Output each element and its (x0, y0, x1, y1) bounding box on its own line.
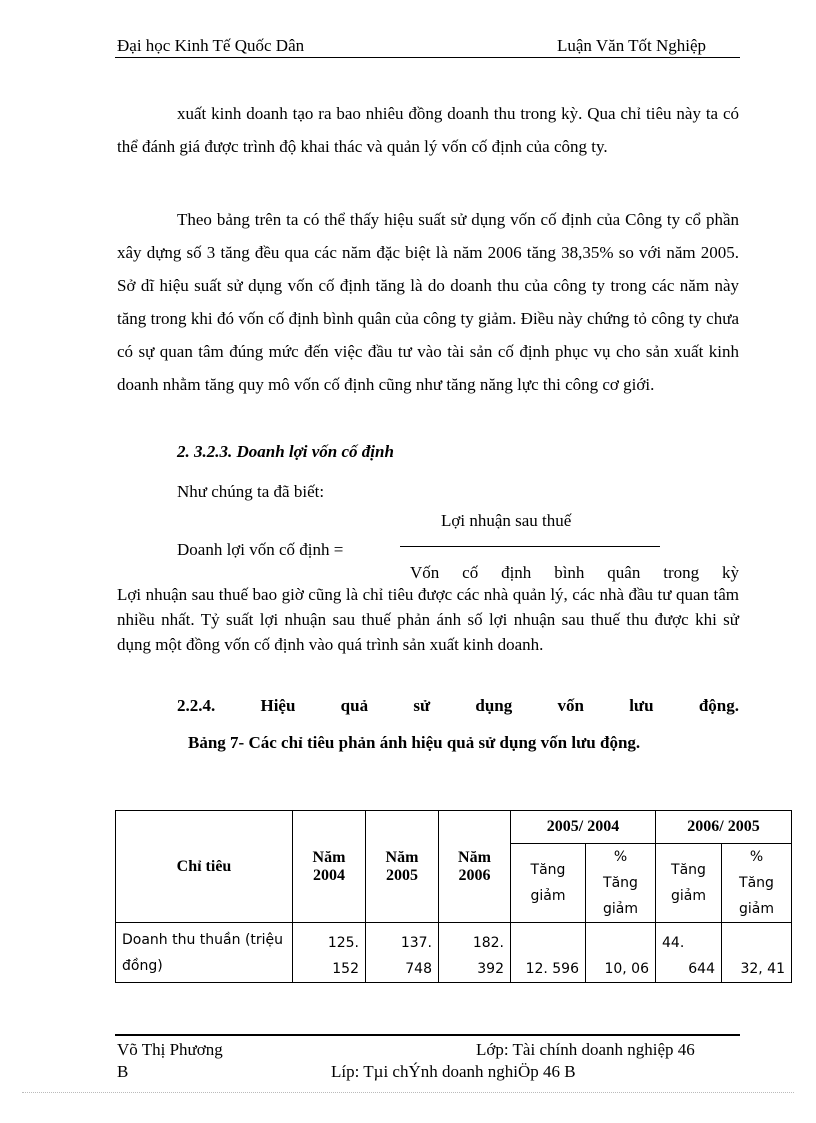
header-university: Đại học Kinh Tế Quốc Dân (117, 36, 305, 55)
section-heading (177, 696, 739, 716)
section-heading-word: vốn (557, 696, 584, 715)
page-bottom-dotted-line (22, 1092, 794, 1093)
intro-line: Như chúng ta đã biết: (177, 482, 325, 501)
efficiency-table (115, 810, 792, 983)
header-2006-vs-2005: 2006/ 2005 (656, 811, 792, 844)
cell-pct-05-04: 10, 06 (586, 923, 656, 983)
footer-class-garbled: Líp: Tµi chÝnh doanh nghiÖp 46 B (331, 1062, 576, 1081)
section-heading-word: quả (340, 696, 369, 715)
denominator-word: kỳ (721, 563, 739, 582)
cell-2005: 137. 748 (366, 923, 439, 983)
formula-label: Doanh lợi vốn cố định = (177, 540, 344, 559)
cell-pct-06-05: 32, 41 (722, 923, 792, 983)
row-label: Doanh thu thuần (triệu đồng) (116, 923, 293, 983)
denominator-word: Vốn (410, 563, 440, 582)
denominator-word: quân (607, 563, 641, 582)
header-2005-vs-2004: 2005/ 2004 (511, 811, 656, 844)
formula-numerator: Lợi nhuận sau thuế (441, 511, 572, 530)
formula-fraction-rule (400, 546, 660, 547)
header-thesis-title: Luận Văn Tốt Nghiệp (557, 36, 707, 55)
paragraph-2: Theo bảng trên ta có thể thấy hiệu suất sử dụng vốn cố định của Công ty cổ phần xây dựng số 3 tăng đều qua các năm đặc biệt là năm 2006 tăng 38,35% so với năm 2005. Sở dĩ hiệu suất sử dụng vốn cố định tăng là do doanh thu của công ty trong các năm này tăng trong khi đó vốn cố định bình quân của công ty giảm. Điều này chứng tỏ công ty chưa có sự quan tâm đúng mức đến việc đầu tư vào tài sản cố định phục vụ cho sản xuất kinh doanh nhằm tăng quy mô vốn cố định cũng như tăng năng lực thi công cơ giới. (117, 210, 739, 394)
section-heading-word: 2.2.4. (177, 696, 216, 715)
table-row (116, 923, 792, 983)
header-year-2005: Năm 2005 (366, 811, 439, 923)
header-rule (115, 57, 740, 58)
subsection-heading: 2. 3.2.3. Doanh lợi vốn cố định (177, 442, 394, 461)
denominator-word: bình (554, 563, 585, 582)
denominator-word: cố (462, 563, 479, 582)
footer-author: Võ Thị Phương (117, 1040, 223, 1059)
header-year-2004: Năm 2004 (293, 811, 366, 923)
section-heading-word: Hiệu (260, 696, 296, 715)
subheader-change: Tăng giảm (511, 844, 586, 923)
cell-2006: 182. 392 (439, 923, 511, 983)
formula-denominator (410, 563, 739, 583)
cell-change-05-04: 12. 596 (511, 923, 586, 983)
header-indicator: Chỉ tiêu (116, 811, 293, 923)
denominator-word: định (501, 563, 532, 582)
subheader-pct-change: % Tăng giảm (586, 844, 656, 923)
paragraph-1: xuất kinh doanh tạo ra bao nhiêu đồng doanh thu trong kỳ. Qua chỉ tiêu này ta có thể đánh giá được trình độ khai thác và quản lý vốn cố định của công ty. (117, 104, 739, 156)
section-heading-word: dụng (475, 696, 513, 715)
section-heading-word: lưu (629, 696, 654, 715)
cell-2004: 125. 152 (293, 923, 366, 983)
table-title: Bảng 7- Các chỉ tiêu phản ánh hiệu quả sử dụng vốn lưu động. (188, 733, 641, 752)
cell-change-06-05: 44. 644 (656, 923, 722, 983)
footer-rule (115, 1034, 740, 1036)
footer-author-suffix: B (117, 1062, 129, 1081)
denominator-word: trong (663, 563, 700, 582)
paragraph-3: Lợi nhuận sau thuế bao giờ cũng là chỉ tiêu được các nhà quản lý, các nhà đầu tư quan tâm nhiều nhất. Tỷ suất lợi nhuận sau thuế phản ánh số lợi nhuận sau thuế thu được khi sử dụng một đồng vốn cố định vào quá trình sản xuất kinh doanh. (117, 585, 739, 654)
section-heading-word: sử (413, 696, 431, 715)
subheader-pct-change: % Tăng giảm (722, 844, 792, 923)
subheader-change: Tăng giảm (656, 844, 722, 923)
footer-class: Lớp: Tài chính doanh nghiệp 46 (476, 1040, 695, 1059)
section-heading-word: động. (698, 696, 739, 715)
header-year-2006: Năm 2006 (439, 811, 511, 923)
